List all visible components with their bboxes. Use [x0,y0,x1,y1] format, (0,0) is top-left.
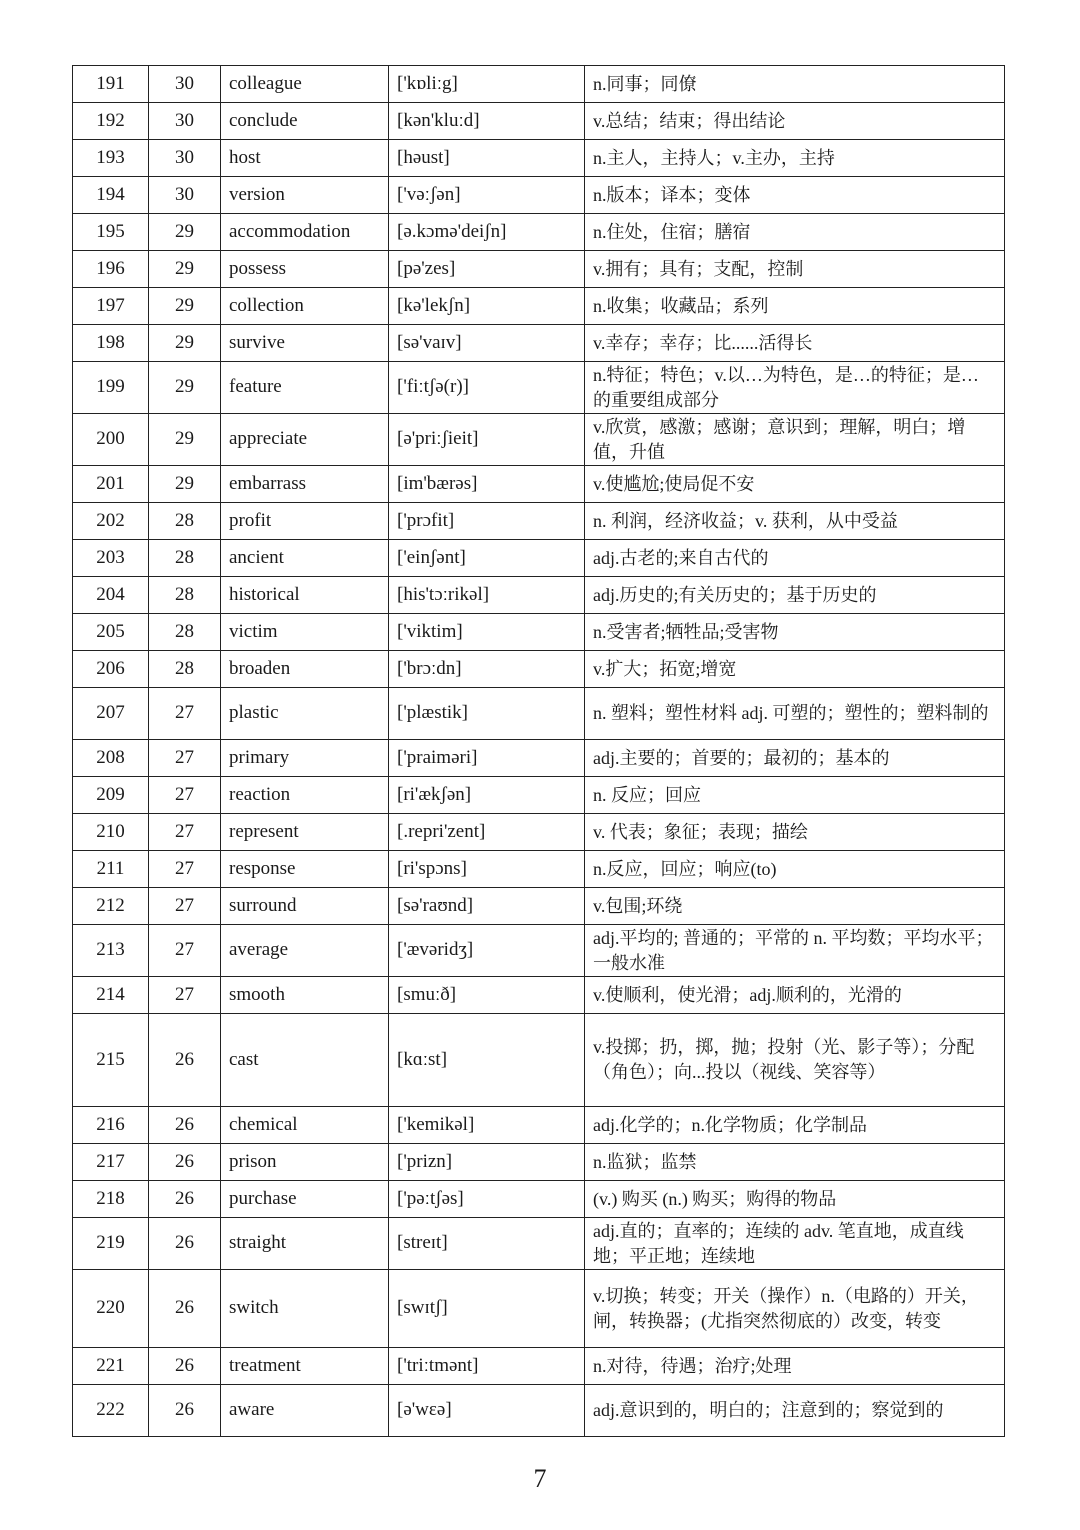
table-row [73,414,1005,466]
entry-frequency: 26 [149,1014,221,1107]
entry-frequency: 26 [149,1348,221,1385]
entry-phonetic: ['ævəridʒ] [389,925,585,977]
entry-frequency: 28 [149,614,221,651]
table-row [73,740,1005,777]
entry-frequency: 27 [149,814,221,851]
entry-frequency: 30 [149,140,221,177]
entry-frequency: 28 [149,503,221,540]
entry-phonetic: [kɑːst] [389,1014,585,1107]
table-row [73,503,1005,540]
entry-frequency: 29 [149,466,221,503]
entry-phonetic: ['plæstik] [389,688,585,740]
entry-definition: n. 塑料；塑性材料 adj. 可塑的；塑性的；塑料制的 [585,688,1005,740]
entry-definition: v.扩大；拓宽;增宽 [585,651,1005,688]
entry-frequency: 28 [149,540,221,577]
entry-frequency: 27 [149,777,221,814]
table-row [73,66,1005,103]
table-row [73,362,1005,414]
entry-number: 216 [73,1107,149,1144]
entry-frequency: 27 [149,851,221,888]
entry-word: embarrass [221,466,389,503]
entry-phonetic: [.repri'zent] [389,814,585,851]
entry-frequency: 30 [149,177,221,214]
entry-definition: v.包围;环绕 [585,888,1005,925]
entry-definition: v.使尴尬;使局促不安 [585,466,1005,503]
entry-frequency: 29 [149,414,221,466]
entry-number: 220 [73,1270,149,1348]
entry-definition: n.反应，回应；响应(to) [585,851,1005,888]
entry-word: represent [221,814,389,851]
entry-definition: adj.历史的;有关历史的；基于历史的 [585,577,1005,614]
entry-number: 217 [73,1144,149,1181]
entry-number: 213 [73,925,149,977]
entry-number: 207 [73,688,149,740]
table-row [73,1107,1005,1144]
entry-word: straight [221,1218,389,1270]
entry-definition: v.投掷；扔，掷，抛；投射（光、影子等）；分配（角色）；向...投以（视线、笑容等） [585,1014,1005,1107]
entry-number: 218 [73,1181,149,1218]
table-row [73,651,1005,688]
table-row [73,777,1005,814]
entry-definition: n.监狱；监禁 [585,1144,1005,1181]
entry-frequency: 27 [149,740,221,777]
table-row [73,1144,1005,1181]
entry-frequency: 26 [149,1218,221,1270]
entry-number: 203 [73,540,149,577]
entry-word: ancient [221,540,389,577]
entry-definition: adj.化学的；n.化学物质；化学制品 [585,1107,1005,1144]
entry-number: 210 [73,814,149,851]
entry-definition: n.特征；特色；v.以…为特色，是…的特征；是…的重要组成部分 [585,362,1005,414]
entry-frequency: 27 [149,925,221,977]
entry-frequency: 28 [149,651,221,688]
entry-definition: v.切换；转变；开关（操作）n.（电路的）开关，闸，转换器；(尤指突然彻底的）改变，转变 [585,1270,1005,1348]
entry-frequency: 26 [149,1385,221,1437]
entry-number: 204 [73,577,149,614]
entry-phonetic: ['fiːtʃə(r)] [389,362,585,414]
table-row [73,1270,1005,1348]
entry-phonetic: [həust] [389,140,585,177]
entry-phonetic: ['praiməri] [389,740,585,777]
entry-phonetic: [swɪtʃ] [389,1270,585,1348]
entry-phonetic: ['viktim] [389,614,585,651]
entry-frequency: 29 [149,362,221,414]
entry-definition: n.受害者;牺牲品;受害物 [585,614,1005,651]
entry-number: 199 [73,362,149,414]
entry-word: primary [221,740,389,777]
table-row [73,214,1005,251]
entry-word: accommodation [221,214,389,251]
entry-word: survive [221,325,389,362]
table-row [73,140,1005,177]
entry-phonetic: ['triːtmənt] [389,1348,585,1385]
table-row [73,1348,1005,1385]
entry-word: historical [221,577,389,614]
entry-word: chemical [221,1107,389,1144]
entry-phonetic: ['prɔfit] [389,503,585,540]
entry-number: 205 [73,614,149,651]
entry-definition: n.同事；同僚 [585,66,1005,103]
entry-frequency: 29 [149,251,221,288]
table-row [73,177,1005,214]
entry-word: plastic [221,688,389,740]
entry-frequency: 29 [149,325,221,362]
table-row [73,814,1005,851]
entry-word: purchase [221,1181,389,1218]
entry-definition: adj.直的；直率的；连续的 adv. 笔直地，成直线地；平正地；连续地 [585,1218,1005,1270]
entry-definition: (v.) 购买 (n.) 购买；购得的物品 [585,1181,1005,1218]
entry-number: 209 [73,777,149,814]
entry-definition: n.对待，待遇；治疗;处理 [585,1348,1005,1385]
entry-number: 195 [73,214,149,251]
entry-number: 206 [73,651,149,688]
entry-number: 211 [73,851,149,888]
entry-phonetic: ['vəːʃən] [389,177,585,214]
entry-phonetic: [ri'spɔns] [389,851,585,888]
entry-definition: n.主人，主持人；v.主办，主持 [585,140,1005,177]
entry-word: profit [221,503,389,540]
entry-phonetic: [kən'kluːd] [389,103,585,140]
entry-definition: v.欣赏，感激；感谢；意识到；理解，明白；增值，升值 [585,414,1005,466]
entry-definition: n.收集；收藏品；系列 [585,288,1005,325]
table-row [73,466,1005,503]
table-row [73,251,1005,288]
entry-word: average [221,925,389,977]
entry-word: collection [221,288,389,325]
entry-definition: n.版本；译本；变体 [585,177,1005,214]
table-row [73,1181,1005,1218]
entry-definition: adj.意识到的，明白的；注意到的；察觉到的 [585,1385,1005,1437]
entry-number: 214 [73,977,149,1014]
entry-frequency: 29 [149,214,221,251]
entry-phonetic: [kə'lekʃn] [389,288,585,325]
entry-word: appreciate [221,414,389,466]
entry-definition: v.总结；结束；得出结论 [585,103,1005,140]
entry-definition: n.住处，住宿；膳宿 [585,214,1005,251]
entry-frequency: 26 [149,1181,221,1218]
entry-frequency: 27 [149,977,221,1014]
page-number: 7 [533,1464,547,1493]
table-row [73,577,1005,614]
entry-phonetic: [streɪt] [389,1218,585,1270]
entry-word: treatment [221,1348,389,1385]
entry-word: response [221,851,389,888]
entry-word: aware [221,1385,389,1437]
entry-number: 219 [73,1218,149,1270]
entry-number: 193 [73,140,149,177]
entry-frequency: 26 [149,1270,221,1348]
entry-definition: v.拥有；具有；支配，控制 [585,251,1005,288]
entry-number: 194 [73,177,149,214]
entry-phonetic: ['kemikəl] [389,1107,585,1144]
entry-definition: v.幸存；幸存；比......活得长 [585,325,1005,362]
entry-definition: adj.平均的; 普通的；平常的 n. 平均数；平均水平；一般水准 [585,925,1005,977]
table-row [73,1014,1005,1107]
entry-word: victim [221,614,389,651]
entry-phonetic: [ə'priːʃieit] [389,414,585,466]
table-row [73,925,1005,977]
table-row [73,325,1005,362]
entry-number: 191 [73,66,149,103]
entry-phonetic: ['kɒliːg] [389,66,585,103]
entry-number: 222 [73,1385,149,1437]
entry-word: conclude [221,103,389,140]
table-row [73,103,1005,140]
entry-phonetic: ['einʃənt] [389,540,585,577]
entry-number: 192 [73,103,149,140]
entry-phonetic: [ə.kɔmə'deiʃn] [389,214,585,251]
table-row [73,688,1005,740]
entry-phonetic: [pə'zes] [389,251,585,288]
entry-frequency: 27 [149,688,221,740]
entry-number: 196 [73,251,149,288]
entry-number: 215 [73,1014,149,1107]
entry-word: broaden [221,651,389,688]
entry-phonetic: [im'bærəs] [389,466,585,503]
entry-number: 208 [73,740,149,777]
entry-phonetic: [ə'wεə] [389,1385,585,1437]
entry-word: surround [221,888,389,925]
entry-word: colleague [221,66,389,103]
table-row [73,288,1005,325]
entry-number: 221 [73,1348,149,1385]
entry-frequency: 29 [149,288,221,325]
table-row [73,851,1005,888]
entry-number: 202 [73,503,149,540]
entry-definition: v. 代表；象征；表现；描绘 [585,814,1005,851]
entry-word: cast [221,1014,389,1107]
entry-definition: v.使顺利，使光滑；adj.顺利的，光滑的 [585,977,1005,1014]
table-row [73,540,1005,577]
entry-frequency: 26 [149,1107,221,1144]
entry-phonetic: ['pəːtʃəs] [389,1181,585,1218]
entry-frequency: 26 [149,1144,221,1181]
table-row [73,1385,1005,1437]
entry-definition: n. 反应；回应 [585,777,1005,814]
entry-number: 200 [73,414,149,466]
entry-frequency: 28 [149,577,221,614]
entry-word: feature [221,362,389,414]
table-row [73,1218,1005,1270]
entry-word: switch [221,1270,389,1348]
entry-phonetic: [sə'vaɪv] [389,325,585,362]
entry-number: 201 [73,466,149,503]
table-row [73,614,1005,651]
entry-number: 197 [73,288,149,325]
entry-frequency: 30 [149,66,221,103]
entry-word: smooth [221,977,389,1014]
table-row [73,888,1005,925]
entry-phonetic: [ri'ækʃən] [389,777,585,814]
vocabulary-table-body [73,66,1005,1437]
entry-frequency: 27 [149,888,221,925]
entry-phonetic: [his'tɔːrikəl] [389,577,585,614]
entry-phonetic: [smuːð] [389,977,585,1014]
entry-word: version [221,177,389,214]
entry-phonetic: ['prizn] [389,1144,585,1181]
entry-word: reaction [221,777,389,814]
entry-definition: n. 利润，经济收益；v. 获利，从中受益 [585,503,1005,540]
entry-number: 198 [73,325,149,362]
entry-phonetic: ['brɔːdn] [389,651,585,688]
entry-definition: adj.古老的;来自古代的 [585,540,1005,577]
entry-phonetic: [sə'raʊnd] [389,888,585,925]
entry-word: prison [221,1144,389,1181]
entry-definition: adj.主要的；首要的；最初的；基本的 [585,740,1005,777]
entry-number: 212 [73,888,149,925]
entry-word: host [221,140,389,177]
vocabulary-table [72,65,1005,1437]
entry-word: possess [221,251,389,288]
entry-frequency: 30 [149,103,221,140]
table-row [73,977,1005,1014]
